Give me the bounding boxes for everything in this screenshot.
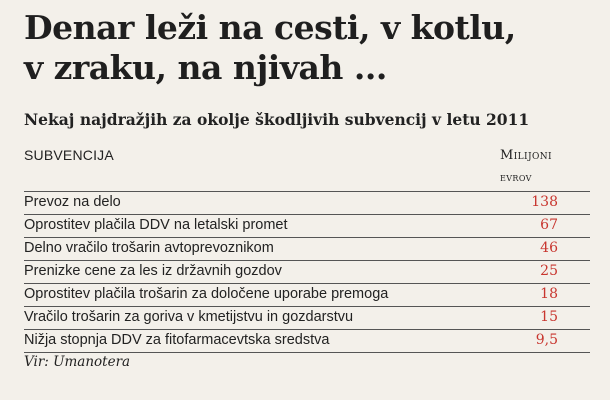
row-name: Nižja stopnja DDV za fitofarmacevtska sredstva [24,332,330,348]
row-value: 15 [540,309,558,325]
table-row [24,238,590,261]
row-value: 25 [540,263,558,279]
table-row [24,330,590,353]
infographic [24,8,590,370]
row-name: Delno vračilo trošarin avtoprevoznikom [24,240,274,256]
table-row [24,192,590,215]
unit-line-1: Milijoni [500,148,553,163]
source-note: Vir: Umanotera [24,354,131,370]
row-name: Oprostitev plačila trošarin za določene uporabe premoga [24,286,389,302]
subtitle: Nekaj najdražjih za okolje škodljivih subvencij v letu 2011 [24,110,530,129]
row-value: 18 [540,286,558,302]
table-row [24,307,590,330]
row-value: 9,5 [535,332,558,348]
row-name: Prevoz na delo [24,194,121,210]
headline-line-1: Denar leži na cesti, v kotlu, [24,8,516,47]
table-row [24,284,590,307]
row-name: Prenizke cene za les iz državnih gozdov [24,263,282,279]
row-name: Vračilo trošarin za goriva v kmetijstvu in gozdarstvu [24,309,354,325]
row-name: Oprostitev plačila DDV na letalski promet [24,217,288,233]
subsidy-table [24,191,590,353]
table-row [24,215,590,238]
headline [24,8,590,88]
headline-line-2: v zraku, na njivah ... [24,48,387,87]
row-value: 138 [531,194,558,210]
row-value: 46 [540,240,558,256]
table-header [24,145,590,191]
row-value: 67 [540,217,558,233]
column-unit [500,145,580,189]
unit-line-2: evrov [500,171,532,184]
table-row [24,261,590,284]
column-label-subvencija: SUBVENCIJA [24,147,114,163]
